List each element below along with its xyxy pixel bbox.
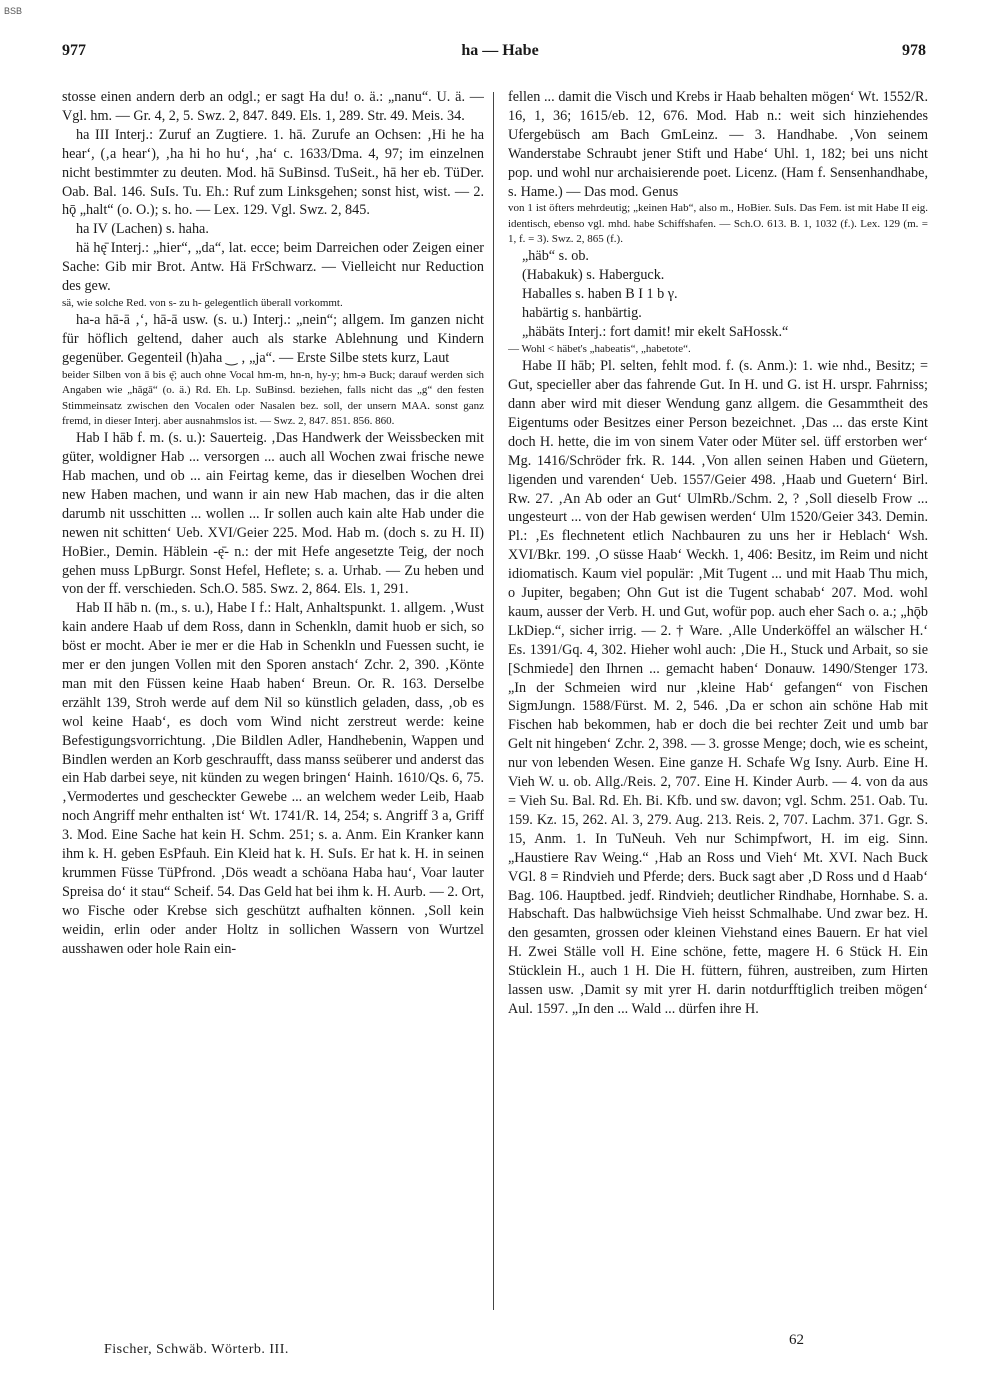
paragraph: stosse einen andern derb an odgl.; er sagt Ha du! o. ä.: „nanu“. U. ä. — Vgl. hm. — Gr. 4, 2, 5. Swz. 2, 847. 849. Els. 1, 289. Str. 49. Meis. 34. bbox=[62, 89, 484, 124]
paragraph: Haballes s. haben B I 1 b γ. bbox=[522, 286, 678, 303]
paragraph: sä, wie solche Red. von s- zu h- gelegentlich überall vorkommt. bbox=[62, 296, 343, 309]
left-page-number: 977 bbox=[62, 42, 86, 59]
paragraph: ha III Interj.: Zuruf an Zugtiere. 1. hā. Zurufe an Ochsen: ‚Hi he ha hear‘, (‚a hear‘), ‚ha hi ho hu‘, ‚ha‘ c. 1633/Dma. 4, 97; im einzelnen nicht bestimmter zu deuten. Mod. hā SuBinsd. TuSeit., hā her eb. TüDer. Oab. Bal. 146. SuIs. Tu. Eh.: Ruf zum Linksgehen; sonst hist, wist. — 2. hǭ „halt“ (o. O.); s. ho. — Lex. 129. Vgl. Swz. 2, 845. bbox=[62, 126, 484, 219]
running-title: ha — Habe bbox=[461, 42, 539, 59]
paragraph: hä hę̄ Interj.: „hier“, „da“, lat. ecce; beim Darreichen oder Zeigen einer Sache: Gib mir Brot. Antw. Hä FrSchwarz. — Vielleicht nur Reduction des gew. bbox=[62, 240, 484, 295]
paragraph: beider Silben von ā bis ę̄; auch ohne Vocal hm-m, hn-n, hy-y; hm-ə Buck; darauf werden sich Angaben wie „hăgā“ (o. ä.) Rd. Eh. Lp. SuBinsd. beziehen, falls nicht das „g“ den festen Stimmeinsatz zwischen den Vocalen oder Nasalen bez. soll, der unsern MAA. sonst ganz fremd, in dieser Interj. aber ausnahmslos ist. — Swz. 2, 847. 851. 856. 860. bbox=[62, 368, 484, 427]
paragraph: „häbäts Interj.: fort damit! mir ekelt SaHossk.“ bbox=[522, 323, 789, 340]
sheet-number: 62 bbox=[789, 1332, 804, 1348]
paragraph: von 1 ist öfters mehrdeutig; „keinen Hab“, also m., HoBier. SuIs. Das Fem. ist mit Habe II eig. identisch, ebenso vgl. mhd. habe Schiffshafen. — Sch.O. 613. B. 1, 1032 (f.). Lex. 129 (m. = 1, f. = 3). Swz. 2, 865 (f.). bbox=[508, 202, 928, 246]
paragraph: ha IV (Lachen) s. haha. bbox=[76, 221, 209, 238]
paragraph: habärtig s. hanbärtig. bbox=[522, 305, 642, 322]
library-stamp: BSB bbox=[4, 6, 23, 16]
right-column bbox=[508, 88, 928, 1318]
paragraph: Hab II hāb n. (m., s. u.), Habe I f.: Halt, Anhaltspunkt. 1. allgem. ‚Wust kain andere Haab uf dem Ross, dann in Schenkln, damit huob er sich, so böst er mocht. Aber ie mer er die Hab in Schenkln und Fuessen sucht, ie mer er den jungen Vollen mit den Sporen anstach‘ Zchr. 2, 390. ‚Könte man mit den Füssen keine Haab haben‘ Breun. Or. R. 163. Derselbe erzählt 139, Stroh werde auf dem Nil so künstlich geladen, dass, ‚ob es wol keine Haab‘, es doch vom Wind nicht zerstreut werde: keine Befestigungsvorrichtung. ‚Die Bildlen Adler, Handhebenin, Wappen und Bindlen werden an Korb geschraufft, dass manss seüberer und anderst das ein Hab darbei seye, nit künden zu wegen bringen‘ Hainh. 1610/Qs. 6, 75. ‚Vermodertes und gescheckter Gewebe ... an welchem weder Leib, Haab noch Angriff mehr enthalten ist‘ Wt. 1741/R. 14, 254; s. Angriff 3 a, Griff 3. Mod. Eine Sache hat kein H. Schm. 251; s. a. Anm. Ein Kranker kann ihm k. H. geben EsPfauh. Ein Kleid hat k. H. SuIs. Er hat k. H. in seinen krummen Füsse TüPfrond. ‚Dös weadt a schöana Haba hau‘, Voar lauter Spreisa do‘ it stau“ Scheif. 54. Das Geld hat bei ihm k. H. Aurb. — 2. Ort, wo Fische oder Krebse sich geschützt aufhalten können. ‚Soll kein weidin, erlin oder ander Holtz in sollichen Wassern von Wurtzel ausshawen oder hole Rain ein- bbox=[62, 600, 484, 957]
source-footer: Fischer, Schwäb. Wörterb. III. bbox=[104, 1342, 289, 1357]
paragraph: „häb“ s. ob. bbox=[522, 248, 589, 265]
paragraph: — Wohl < häbet's „habeatis“, „habetote“. bbox=[508, 342, 691, 355]
paragraph: fellen ... damit die Visch und Krebs ir Haab behalten mögen‘ Wt. 1552/R. 16, 1, 36; 1615/eb. 12, 676. Mod. Hab n.: weit sich hinziehendes Ufergebüsch am Bach GmLeinz. — 3. Handhabe. ‚Von seinem Wanderstabe Schraubt jener Stift und Habe‘ Uhl. 1, 182; bei uns nicht pop. und wohl nur archaisierende poet. Licenz. (Ham f. Sensenhandhabe, s. Hame.) — Das mod. Genus bbox=[508, 89, 928, 200]
column-divider bbox=[493, 92, 494, 1310]
paragraph: Habe II hāb; Pl. selten, fehlt mod. f. (s. Anm.): 1. wie nhd., Besitz; = Gut, specieller aber das fahrende Gut. In H. und G. ist H. urspr. Fahrniss; dann aber wird mit dieser Wendung ganz allgem. die Gesammtheit des Eigentums oder Besitzes einer Person bezeichnet. ‚Das ... das erste Kint doch H. hette, die im von sinem Vater oder Müter sel. üff erstorben wer‘ Mg. 1416/Schröder frk. R. 144. ‚Von allen seinen Haben und Güetern, ligenden und varenden‘ Ueb. 1557/Geier 498. ‚Haab und Guetern‘ Birl. Rw. 27. ‚An Ab oder an Gut‘ UlmRb./Schm. 2, ? ‚Soll dieselb Frow ... ungesteurt ... von der Hab gewisen werden‘ Ulm 1520/Geier 343. Demin. Pl.: ‚Es flechnetent etlich Nachbauren zu uns her ir Heblach‘ Wsh. XVI/Bkr. 199. ‚O süsse Haab‘ Weckh. 1, 406: Besitz, im Reim und nicht idiomatisch. Kaum viel populär: ‚Mit Tugent ... und mit Haab Thu mich, o Jupiter, begaben; Ohn Gut ist die Tugent schabab‘ 207. Mod. wohl kaum, ausser der Verb. H. und Gut, wofür pop. auch eher Sach o. a.; „hǭb LkDiep.“, sicher irrig. — 2. † Ware. ‚Alle Underköffel an wälscher H.‘ Es. 1391/Gq. 4, 302. Hieher wohl auch: ‚Die H., Stuck und Arbait, so sie [Schmiede] den Ihrnen ... gemacht haben‘ Donauw. 1490/Stenger 173. „In der Schmeien wird nur ‚kleine Hab‘ gefangen“ von Fischen SigmJungn. 1588/Fürst. M. 2, 546. ‚Da er schon ain schöne Hab mit Fischen hab bekommen, hab er doch die bei rechter Zeit und umb bar Gelt nit hingeben‘ Zchr. 2, 398. — 3. grosse Menge; doch, wie es scheint, nur von lebenden Wesen. Eine ganze H. Schafe Wg Isny. Aurb. Eine H. Vieh W. u. ob. Allg./Reis. 2, 707. Eine H. Kinder Aurb. — 4. von da aus = Vieh Su. Bal. Rd. Eh. Bi. Kfb. und sw. davon; vgl. Schm. 251. Oab. Tu. 159. Kz. 15, 262. Al. 3, 279. Aug. 213. Reis. 2, 707. Lachm. 371. Ggr. S. 15, Anm. 1. In TuNeuh. Veh nur Schimpfwort, H. im eig. Sinn. „Haustiere Rav Weing.“ ‚Hab an Ross und Vieh‘ Mt. XVI. Nach Buck VGl. 8 = Rindvieh und Pferde; ders. Buck sagt aber ‚D Ross und d Haab‘ Bag. 106. Hauptbed. jedf. Rindvieh; deutlicher Rindhabe, Hornhabe. S. a. Habschaft. Das halbwüchsige Vieh heisst Schmalhabe. Und zwar bez. H. den gesamten, grossen oder kleinen Viehstand eines Bauern. Er hat viel H. Zwei Ställe voll H. Eine schöne, fette, magere H. 6 Stück H. Ein Stücklein H., auch 1 H. Die H. füttern, führen, austreiben, zum Hirten lassen usw. ‚Damit sy mit yrer H. darin notdurfftiglich treiben mögen‘ Aul. 1597. „In den ... Wald ... dürfen ihre H. bbox=[508, 358, 928, 1017]
paragraph: ha-a hā-ā ‚‘, hā-ā usw. (s. u.) Interj.: „nein“; allgem. Im ganzen nicht für höflich geltend, daher auch als starke Ablehnung und Kindern gegenüber. Gegenteil (h)aha ‿ ‚ „ja“. — Erste Silbe stets kurz, Laut bbox=[62, 312, 484, 367]
right-page-number: 978 bbox=[902, 42, 926, 59]
paragraph: Hab I hāb f. m. (s. u.): Sauerteig. ‚Das Handwerk der Weissbecken mit güter, woldigner Hab ... versorgen ... auch all Wochen zwai frische newe Hab machen, und ob ... ain Feirtag keme, das ir dieselben Wochen drei new Haben machen, und wann ir ain new Hab machen, das ir die alten darumb nit usschitten ... wollen ... Ir sollen auch kain alte Hab under die newen nit schitten‘ Ueb. XVI/Geier 225. Mod. Hab m. (doch s. zu H. II) HoBier., Demin. Häblein -ę̄- n.: der mit Hefe angesetzte Teig, der noch gehen muss LpBurgr. Sonst Hefel, Heflete; s. a. Urhab. — Zu heben und von der ff. verschieden. Sch.O. 585. Swz. 2, 864. Els. 1, 291. bbox=[62, 430, 484, 598]
left-column bbox=[62, 88, 484, 1318]
paragraph: (Habakuk) s. Haberguck. bbox=[522, 267, 665, 284]
